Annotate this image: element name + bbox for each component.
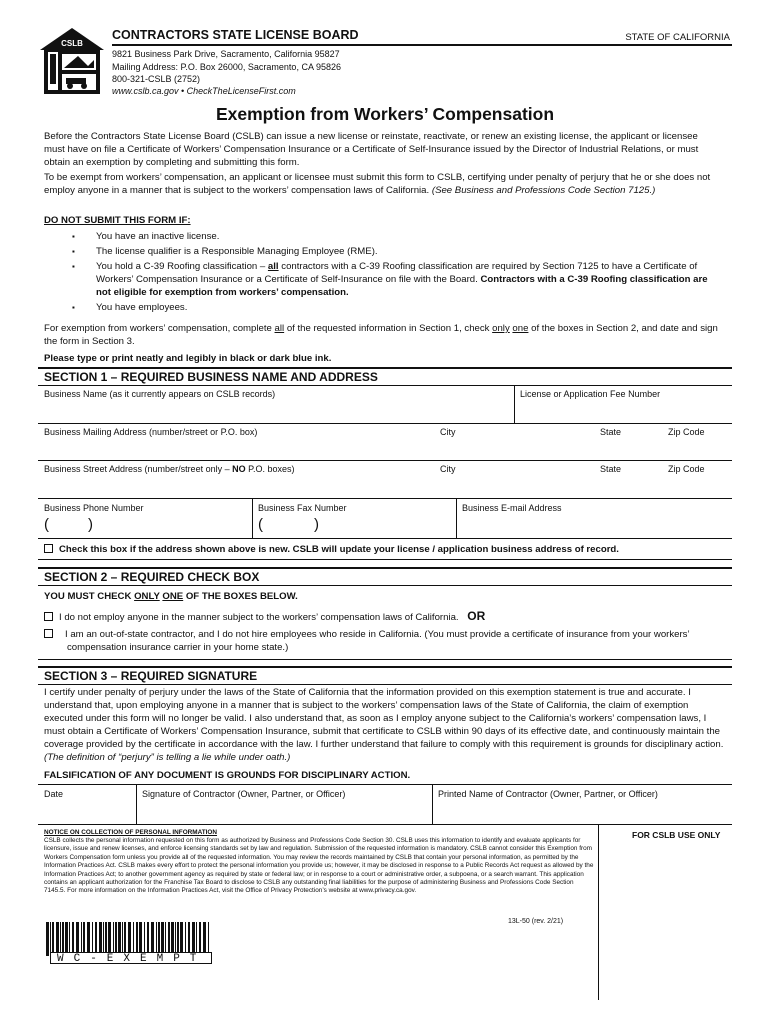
area-code-close-paren: ) (314, 516, 319, 533)
area-code-open-paren: ( (44, 516, 49, 533)
falsification-warning: FALSIFICATION OF ANY DOCUMENT IS GROUNDS FOR DISCIPLINARY ACTION. (44, 770, 411, 781)
barcode-bar (83, 922, 85, 956)
field-divider (456, 498, 457, 538)
barcode-bar (136, 922, 138, 956)
barcode-bar (46, 922, 49, 956)
ink-instruction: Please type or print neatly and legibly in black or dark blue ink. (44, 353, 332, 364)
section-3-heading-rule (38, 684, 732, 685)
section-2-heading-rule (38, 585, 732, 586)
email-field[interactable] (458, 514, 730, 536)
license-number-field[interactable] (516, 400, 730, 422)
state-name: STATE OF CALIFORNIA (625, 32, 730, 43)
license-number-label: License or Application Fee Number (520, 389, 661, 399)
certification-text: I certify under penalty of perjury under the laws of the State of California that the information provided on this exemption statement is true and accurate. I understand that, upon employing anyone in a manner that is subject to the workers’ compensation laws of the State of California, the claim of exemption executed under this form will no longer be valid. I also understand that, as soon as I employ anyone subject to the California’s workers’ compensation laws, I must obtain a Certificate of Workers’ Compensation Insurance, submit that certificate to CSLB within 90 days of its effective date, and continuously maintain the coverage provided by the certificate in accordance with the law. I further understand that failure to comply with this requirement is grounds for disciplinary action. (44, 687, 724, 750)
barcode-bar (50, 922, 51, 956)
list-item-text: You have employees. (96, 302, 188, 313)
barcode-bar (95, 922, 97, 956)
section-3-heading: SECTION 3 – REQUIRED SIGNATURE (44, 669, 258, 683)
barcode-bar (108, 922, 111, 956)
new-address-checkbox[interactable] (44, 544, 53, 553)
barcode-bar (69, 922, 70, 956)
barcode-bar (192, 922, 195, 956)
barcode-bar (185, 922, 186, 956)
section-2-top-rule (38, 567, 732, 569)
section-2-instruction (44, 590, 298, 603)
barcode-bar (60, 922, 61, 956)
exclusion-list (44, 230, 724, 314)
phone-number: 800-321-CSLB (2752) (112, 74, 201, 84)
mailing-zip-label: Zip Code (668, 427, 705, 437)
perjury-definition: (The definition of “perjury” is telling a lie while under oath.) (44, 752, 291, 763)
barcode-text: WC-EXEMPT (50, 952, 212, 964)
barcode-bar (177, 922, 179, 956)
emphasis-no: NO (232, 464, 246, 474)
list-item-text: The license qualifier is a Responsible Managing Employee (RME). (96, 246, 378, 257)
section-1-heading: SECTION 1 – REQUIRED BUSINESS NAME AND ADDRESS (44, 370, 378, 384)
business-name-label: Business Name (as it currently appears on CSLB records) (44, 389, 276, 399)
agency-name: CONTRACTORS STATE LICENSE BOARD (112, 28, 359, 42)
field-divider (432, 784, 433, 824)
emphasis-only: ONLY (134, 591, 160, 602)
section-2-heading: SECTION 2 – REQUIRED CHECK BOX (44, 570, 260, 584)
notice-text: CSLB collects the personal information requested on this form as authorized by Business and Professions Code Section 30. CSLB uses this information to identify and evaluate applicants for licensure, issue and renew licenses, and enforce licensing standards set by law and regulation. Submission of the requested information is mandatory. CSLB cannot consider this Exemption from Workers Compensation form unless you provide all of the requested information. You may review the records maintained by CSLB that contain your personal information, as permitted by the Information Practices Act. CSLB makes every effort to protect the personal information you provide us; however, it may be disclosed in response to a Public Records Act request as allowed by the Information Practices Act; to another government agency as required by state or federal law; or in response to a court or administrative order, a subpoena, or a search warrant. This application contains an applicant authorization for the Franchise Tax Board to disclose to CSLB any outstanding final liabilities for the purpose of administering Business and Professions Code Section 7145.5. For more information on the Information Practices Act, visit the Office of Privacy Protection’s website at www.privacy.ca.gov. (44, 837, 594, 895)
intro-paragraph-2-text: To be exempt from workers’ compensation, an applicant or licensee must submit this form to CSLB, certifying under penalty of perjury that he or she does not employ anyone in a manner that is subject to the workers’ compensation laws of California. (44, 172, 711, 196)
field-divider (136, 784, 137, 824)
list-item (44, 301, 724, 314)
emphasis-all: all (267, 261, 279, 272)
emphasis-only: only (492, 323, 510, 334)
barcode-bar (188, 922, 190, 956)
instruction-text: OF THE BOXES BELOW. (185, 591, 298, 602)
street-state-label: State (600, 464, 622, 474)
intro-paragraph-3 (44, 322, 724, 348)
cslb-logo (38, 26, 106, 96)
street-address-field[interactable] (40, 476, 730, 496)
certification-statement (44, 686, 728, 764)
page-title: Exemption from Workers’ Compensation (215, 104, 555, 124)
barcode-bar (65, 922, 68, 956)
street-address-label-text: P.O. boxes) (248, 464, 295, 474)
date-label: Date (44, 789, 64, 799)
form-number: 13L-50 (rev. 2/21) (508, 918, 564, 925)
field-row-rule (38, 538, 732, 539)
list-item-warning: Contractors with a C-39 Roofing classification are not eligible for exemption from workers’ compensation. (96, 274, 708, 298)
logo-text: CSLB (61, 39, 83, 48)
barcode-bar (105, 922, 107, 956)
business-name-field[interactable] (40, 400, 512, 422)
barcode-bar (199, 922, 201, 956)
list-item-text: You have an inactive license. (96, 231, 220, 242)
date-field[interactable] (40, 800, 134, 822)
barcode-bar (168, 922, 170, 956)
signature-bottom-rule (38, 824, 732, 825)
barcode-bar (133, 922, 134, 956)
field-divider (514, 385, 515, 423)
fax-field[interactable] (254, 514, 454, 536)
barcode-bar (208, 922, 209, 956)
exemption-option-2 (44, 628, 730, 654)
website: www.cslb.ca.gov • CheckTheLicenseFirst.com (112, 86, 296, 96)
barcode-bar (171, 922, 174, 956)
barcode (46, 922, 212, 966)
field-row-rule (38, 498, 732, 499)
intro-paragraph-2 (44, 171, 724, 197)
barcode-bar (92, 922, 93, 956)
mailing-state-label: State (600, 427, 622, 437)
printed-name-label: Printed Name of Contractor (Owner, Partner, or Officer) (438, 789, 658, 799)
barcode-bar (156, 922, 157, 956)
barcode-bar (62, 922, 64, 956)
barcode-bar (52, 922, 54, 956)
header-rule (112, 44, 732, 46)
option-1-label: I do not employ anyone in the manner subject to the workers’ compensation laws of California. (59, 612, 459, 623)
barcode-bar (99, 922, 102, 956)
phone-label: Business Phone Number (44, 503, 144, 513)
barcode-bar (81, 922, 82, 956)
instruction-text: of the requested information in Section 1, check (286, 323, 490, 334)
instruction-text: of the boxes in Section 2, and date and sign the form in Section 3. (44, 323, 718, 347)
area-code-open-paren: ( (258, 516, 263, 533)
option-2-checkbox[interactable] (44, 629, 53, 638)
barcode-bar (203, 922, 206, 956)
barcode-bar (144, 922, 145, 956)
code-reference: (See Business and Professions Code Section 7125.) (431, 185, 656, 196)
do-not-submit-heading: DO NOT SUBMIT THIS FORM IF: (44, 215, 191, 226)
barcode-bar (180, 922, 183, 956)
field-row-rule (38, 423, 732, 424)
barcode-bar (56, 922, 59, 956)
barcode-bar (87, 922, 90, 956)
or-separator: OR (467, 609, 486, 623)
list-item (44, 245, 724, 258)
list-item-text: You hold a C-39 Roofing classification – (96, 261, 266, 272)
list-item-text: contractors with a C-39 Roofing classification are required by Section 7125 to have a Certificate of Workers’ Compensation Insurance or a Certificate of Self-Insurance on file with the Board. (96, 261, 698, 285)
barcode-bar (128, 922, 131, 956)
barcode-bar (76, 922, 79, 956)
signature-label: Signature of Contractor (Owner, Partner, or Officer) (142, 789, 346, 799)
new-address-row (44, 543, 619, 556)
instruction-text: YOU MUST CHECK (44, 591, 132, 602)
cslb-use-divider (598, 825, 599, 1000)
barcode-bar (103, 922, 104, 956)
signature-field[interactable] (138, 800, 430, 822)
section-1-top-rule (38, 367, 732, 369)
mailing-address-label: Business Mailing Address (number/street or P.O. box) (44, 427, 258, 437)
printed-name-field[interactable] (434, 800, 730, 822)
barcode-bar (118, 922, 121, 956)
street-address: 9821 Business Park Drive, Sacramento, California 95827 (112, 49, 340, 59)
list-item (44, 230, 724, 243)
barcode-bar (139, 922, 142, 956)
street-address-label (44, 463, 294, 475)
street-address-label-text: Business Street Address (number/street only – (44, 464, 230, 474)
section-1-bottom-rule (38, 559, 732, 560)
phone-field[interactable] (40, 514, 250, 536)
barcode-bar (175, 922, 176, 956)
exemption-option-1 (44, 610, 485, 624)
field-divider (252, 498, 253, 538)
section-1-heading-rule (38, 385, 732, 386)
section-2-bottom-rule (38, 659, 732, 660)
emphasis-one: one (512, 323, 529, 334)
section-3-top-rule (38, 666, 732, 668)
barcode-bar (113, 922, 114, 956)
list-item (44, 260, 724, 299)
emphasis-all: all (274, 323, 285, 334)
option-1-checkbox[interactable] (44, 612, 53, 621)
instruction-text: For exemption from workers’ compensation, complete (44, 323, 272, 334)
barcode-bar (72, 922, 74, 956)
street-city-label: City (440, 464, 456, 474)
barcode-bar (165, 922, 166, 956)
new-address-label: Check this box if the address shown above is new. CSLB will update your license / application business address of record. (59, 544, 619, 555)
field-row-rule (38, 460, 732, 461)
emphasis-one: ONE (162, 591, 184, 602)
barcode-bar (151, 922, 154, 956)
email-label: Business E-mail Address (462, 503, 562, 513)
barcode-bar (161, 922, 164, 956)
barcode-bar (196, 922, 197, 956)
signature-top-rule (38, 784, 732, 785)
mailing-address-field[interactable] (40, 438, 730, 458)
barcode-bar (115, 922, 117, 956)
barcode-bar (122, 922, 123, 956)
barcode-bar (158, 922, 160, 956)
mailing-city-label: City (440, 427, 456, 437)
cslb-use-only-label: FOR CSLB USE ONLY (632, 830, 721, 840)
barcode-bar (147, 922, 149, 956)
option-2-label: I am an out-of-state contractor, and I do not hire employees who reside in California. (You must provide a certificate of insurance from your workers’ compensation insurance carrier in your home state.) (65, 629, 690, 653)
intro-paragraph-1: Before the Contractors State License Board (CSLB) can issue a new license or reinstate, reactivate, or renew an existing license, the applicant or licensee must have on file a Certificate of Workers’ Compensation Insurance or a Certificate of Self-Insurance issued by the Director of Industrial Relations, or must obtain an exemption by completing and submitting this form. (44, 131, 699, 168)
barcode-bar (124, 922, 126, 956)
street-zip-label: Zip Code (668, 464, 705, 474)
area-code-close-paren: ) (88, 516, 93, 533)
mailing-address: Mailing Address: P.O. Box 26000, Sacramento, CA 95826 (112, 62, 341, 72)
fax-label: Business Fax Number (258, 503, 347, 513)
notice-heading: NOTICE ON COLLECTION OF PERSONAL INFORMATION (44, 829, 218, 836)
